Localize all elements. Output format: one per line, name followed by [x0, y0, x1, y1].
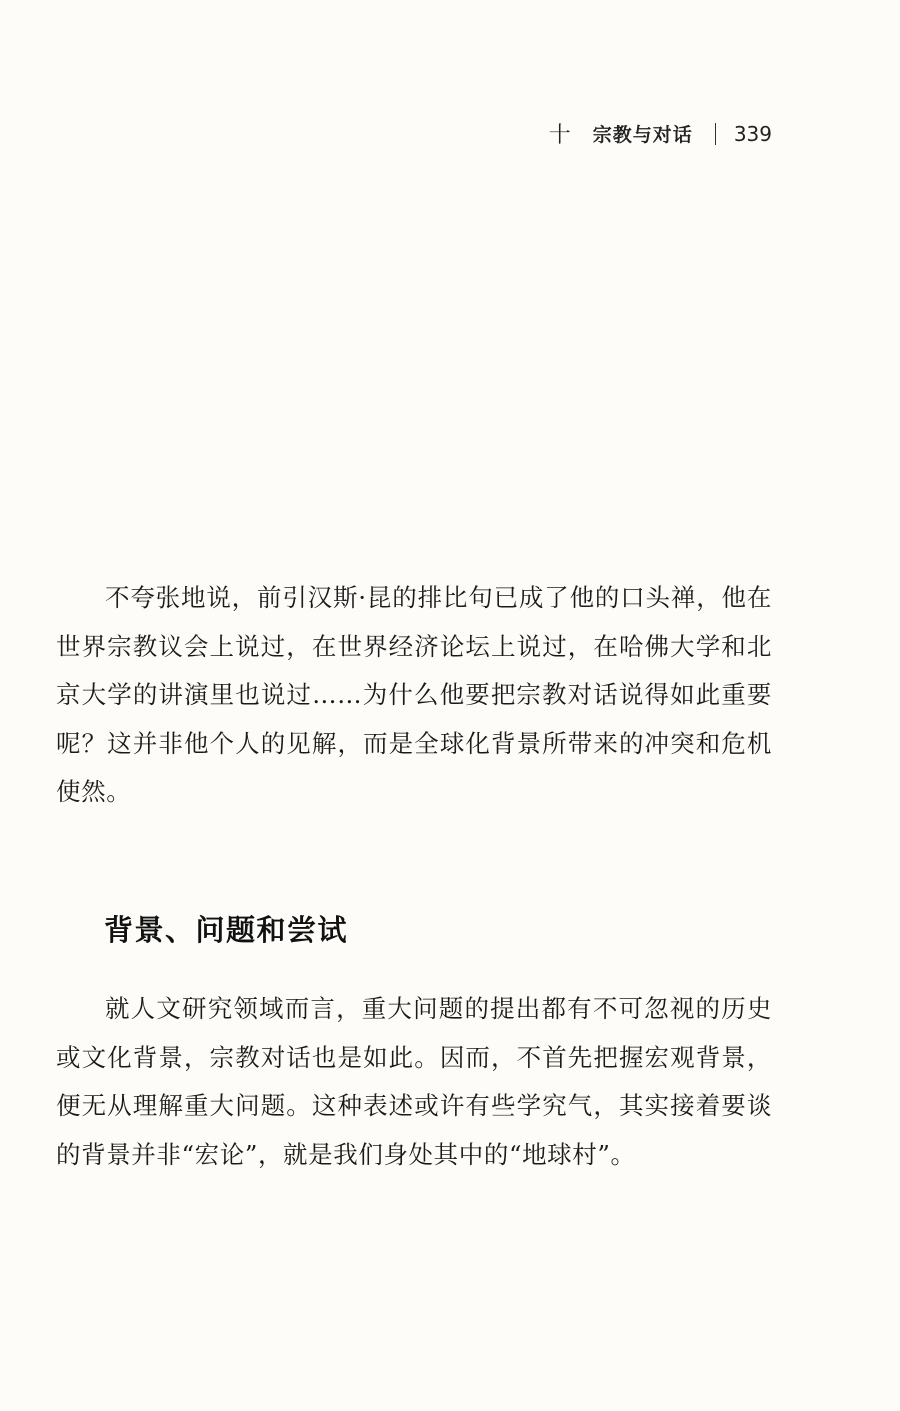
header-divider	[715, 123, 716, 145]
running-header	[549, 118, 772, 149]
chapter-title: 宗教与对话	[592, 124, 693, 146]
body-paragraph-2: 就人文研究领域而言，重大问题的提出都有不可忽视的历史或文化背景，宗教对话也是如此。因而，不首先把握宏观背景，便无从理解重大问题。这种表述或许有些学究气，其实接着要谈的背景并非“宏论”，就是我们身处其中的“地球村”。	[56, 994, 772, 1169]
page-number: 339	[733, 121, 772, 146]
section-heading: 背景、问题和尝试	[104, 913, 349, 947]
chapter-number: 十	[548, 123, 571, 148]
body-paragraph-1: 不夸张地说，前引汉斯·昆的排比句已成了他的口头禅，他在世界宗教议会上说过，在世界经济论坛上说过，在哈佛大学和北京大学的讲演里也说过……为什么他要把宗教对话说得如此重要呢？这并非他个人的见解，而是全球化背景所带来的冲突和危机使然。	[56, 583, 772, 806]
